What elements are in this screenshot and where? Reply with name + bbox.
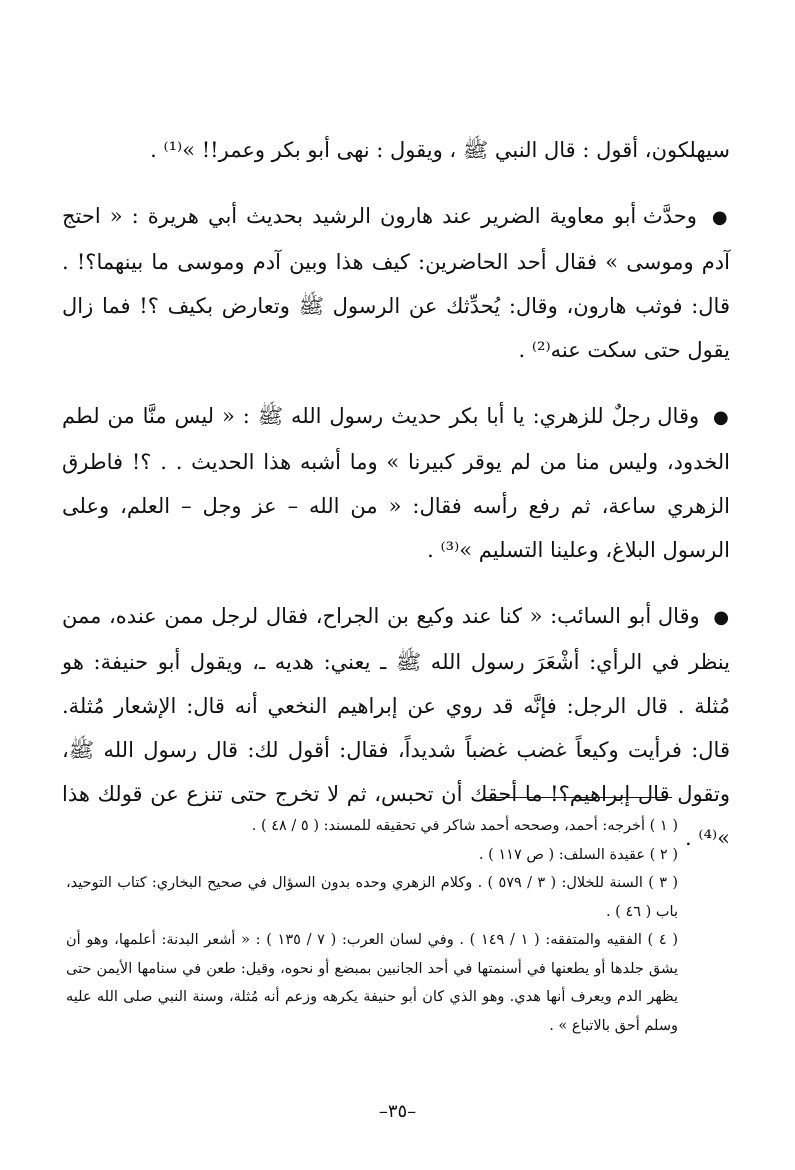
footnote-2: ( ٢ ) عقيدة السلف: ( ص ١١٧ ) .	[478, 846, 678, 863]
main-text	[62, 128, 730, 860]
footnote-divider	[485, 797, 672, 798]
paragraph-1-text: سيهلكون، أقول : قال النبي ﷺ ، ويقول : نهى أبو بكر وعمر!! »⁽¹⁾ .	[150, 138, 730, 162]
bullet-icon: ●	[713, 407, 730, 428]
bullet-icon: ●	[711, 207, 730, 228]
paragraph-1	[62, 128, 730, 172]
footnote-4: ( ٤ ) الفقيه والمتفقه: ( ١ / ١٤٩ ) . وفي لسان العرب: ( ٧ / ١٣٥ ) : « أشعر البدنة: أعلمها، وهو أن يشق جلدها أو يطعنها في أسنمتها في أحد الجانبين بمبضع أو نحوه، وقيل: طعن في سنامها الأيمن حتى يظهر الدم ويعرف أنها هدي. وهو الذي كان أبو حنيفة يكرهه وزعم أنه مُثلة، وسنة النبي صلى الله عليه وسلم أحق بالاتباع » .	[66, 932, 678, 1034]
footnote-3: ( ٣ ) السنة للخلال: ( ٣ / ٥٧٩ ) . وكلام الزهري وحده بدون السؤال في صحيح البخاري: كتاب التوحيد، باب ( ٤٦ ) .	[66, 875, 678, 920]
paragraph-4-text: وقال أبو السائب: « كنا عند وكيع بن الجراح، فقال لرجل ممن عنده، ممن ينظر في الرأي: أشْعَرَ رسول الله ﷺ ـ يعني: هديه ـ، ويقول أبو حنيفة: هو مُثلة . قال الرجل: فإنَّه قد روي عن إبراهيم النخعي أنه قال: الإشعار مُثلة. قال: فرأيت وكيعاً غضب غضباً شديداً، فقال: أقول لك: قال رسول الله ﷺ، وتقول قال إبراهيم؟! ما أحقك أن تحبس، ثم لا تخرج حتى تنزع عن قولك هذا »⁽⁴⁾ .	[62, 604, 730, 850]
paragraph-2-text: وحدَّث أبو معاوية الضرير عند هارون الرشيد بحديث أبي هريرة : « احتج آدم وموسى » فقال أحد الحاضرين: كيف هذا وبين آدم وموسى ما بينهما؟! . قال: فوثب هارون، وقال: يُحدِّثك عن الرسول ﷺ وتعارض بكيف ؟! فما زال يقول حتى سكت عنه⁽²⁾ .	[62, 204, 730, 362]
paragraph-2	[62, 194, 730, 372]
footnote-1: ( ١ ) أخرجه: أحمد، وصححه أحمد شاكر في تحقيقه للمسند: ( ٥ / ٤٨ ) .	[251, 818, 678, 834]
paragraph-3	[62, 394, 730, 572]
bullet-icon: ●	[713, 607, 730, 628]
page-number: –٣٥–	[378, 1101, 417, 1122]
footnotes	[66, 812, 678, 1040]
paragraph-3-text: وقال رجلٌ للزهري: يا أبا بكر حديث رسول الله ﷺ : « ليس منَّا من لطم الخدود، وليس منا من لم يوقر كبيرنا » وما أشبه هذا الحديث . . ؟! فاطرق الزهري ساعة، ثم رفع رأسه فقال: « من الله – عز وجل – العلم، وعلى الرسول البلاغ، وعلينا التسليم »⁽³⁾ .	[62, 404, 730, 562]
